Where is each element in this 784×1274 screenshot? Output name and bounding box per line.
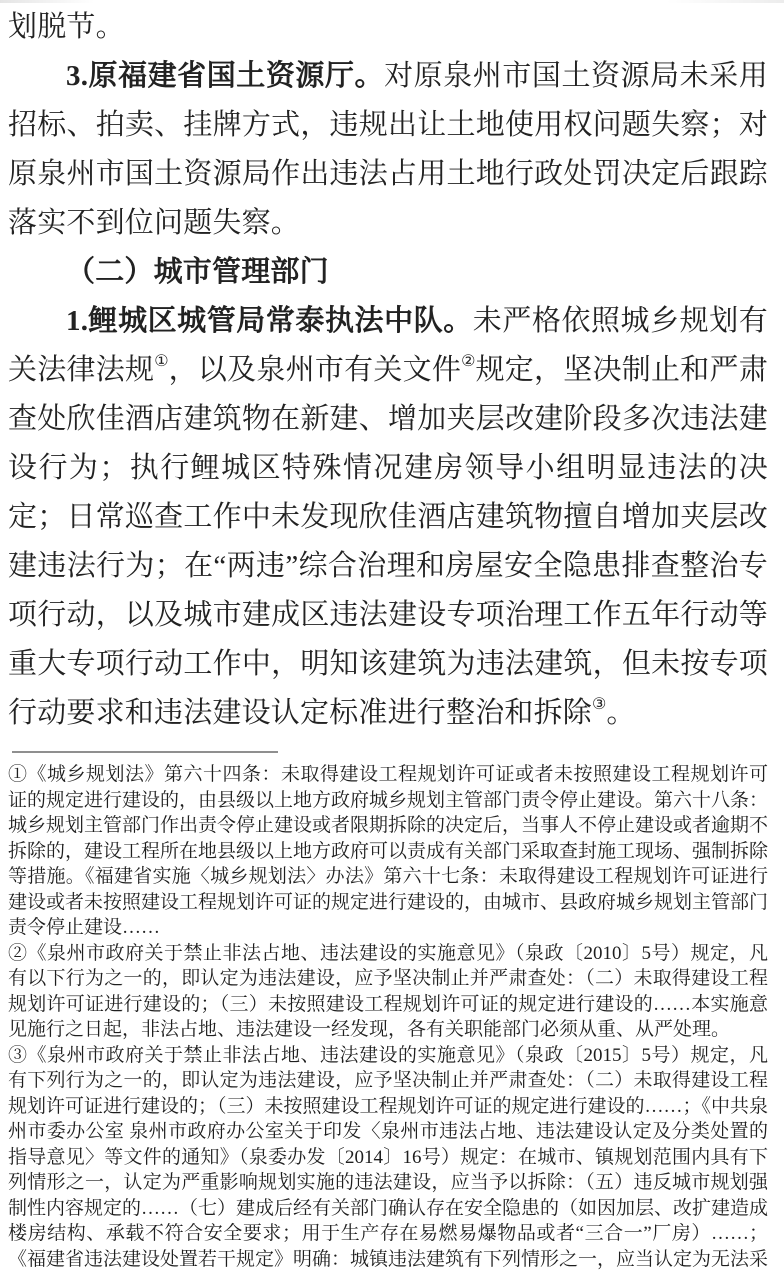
footnote-item-2 [8, 941, 768, 1043]
footnote-ref-mark: ① [154, 353, 169, 370]
footnote-marker: ① [8, 764, 28, 785]
body-text-segment: 。 [606, 697, 636, 729]
footnotes-section [8, 762, 768, 1272]
footnote-ref-mark: ② [461, 353, 476, 370]
paragraph-continuation [8, 3, 768, 52]
body-text-segment: 规定，坚决制止和严肃查处欣佳酒店建筑物在新建、增加夹层改建阶段多次违法建设行为；执行鲤城区特殊情况建房领导小组明显违法的决定；日常巡查工作中未发现欣佳酒店建筑物擅自增加夹层改建违法行为；在“两违”综合治理和房屋安全隐患排查整治专项行动，以及城市建成区违法建设专项治理工作五年行动等重大专项行动工作中，明知该建筑为违法建筑，但未按专项行动要求和违法建设认定标准进行整治和拆除 [8, 354, 769, 729]
body-text-segment: 对原泉州市国土资源局未采用招标、拍卖、挂牌方式，违规出让土地使用权问题失察；对原泉州市国土资源局作出违法占用土地行政处罚决定后跟踪落实不到位问题失察。 [8, 60, 768, 239]
footnote-item-3 [8, 1043, 768, 1273]
paragraph-item-1-licheng-enforcement [8, 297, 768, 738]
footnote-ref-mark: ③ [592, 696, 607, 713]
bold-lead-text: （二）城市管理部门 [66, 256, 329, 288]
paragraph-item-3-land-resources [8, 52, 768, 248]
bold-lead-text: 1.鲤城区城管局常泰执法中队。 [66, 305, 473, 337]
footnote-separator [12, 751, 278, 753]
footnote-text: 《泉州市政府关于禁止非法占地、违法建设的实施意见》（泉政〔2015〕5号）规定，凡有下列行为之一的，即认定为违法建设，应予坚决制止并严肃查处：（二）未取得建设工程规划许可证进行建设的；（三）未按照建设工程规划许可证的规定进行建设的……；《中共泉州市委办公室 泉州市政府办公室关于印发〈泉州市违法占地、违法建设认定及分类处置的指导意见〉等文件的通知》（泉委办发〔2014〕16号）规定：在城市、镇规划范围内具有下列情形之一，认定为严重影响规划实施的违法建设，应当予以拆除：（五）违反城市规划强制性内容规定的……（七）建成后经有关部门确认存在安全隐患的（如因加层、改扩建造成楼房结构、承载不符合安全要求；用于生产存在易燃易爆物品或者“三合一”厂房）……；《福建省违法建设处置若干规定》明确：城镇违法建筑有下列情形之一，应当认定为无法采 [8, 1044, 769, 1270]
body-text-segment: ，以及泉州市有关文件 [168, 354, 462, 386]
body-text-segment: 未严格依照城乡规划有关法律法规 [8, 305, 768, 386]
scan-edge-artifact [0, 0, 784, 3]
section-heading-2-city-management [8, 248, 768, 297]
footnote-marker: ③ [8, 1044, 28, 1066]
footnote-text: 《泉州市政府关于禁止非法占地、违法建设的实施意见》（泉政〔2010〕5号）规定，凡有以下行为之一的，即认定为违法建设，应予坚决制止并严肃查处：（二）未取得建设工程规划许可证进行建设的；（三）未按照建设工程规划许可证的规定进行建设的……本实施意见施行之日起，非法占地、违法建设一经发现，各有关职能部门必须从重、从严处理。 [8, 942, 768, 1040]
body-text-segment: 划脱节。 [8, 11, 125, 43]
footnote-marker: ② [8, 942, 28, 964]
bold-lead-text: 3.原福建省国土资源厅。 [66, 60, 385, 92]
footnote-item-1 [8, 762, 768, 941]
footnote-text: 《城乡规划法》第六十四条：未取得建设工程规划许可证或者未按照建设工程规划许可证的规定进行建设的，由县级以上地方政府城乡规划主管部门责令停止建设。第六十八条：城乡规划主管部门作出责令停止建设或者限期拆除的决定后，当事人不停止建设或者逾期不拆除的，建设工程所在地县级以上地方政府可以责成有关部门采取查封施工现场、强制拆除等措施。《福建省实施〈城乡规划法〉办法》第六十七条：未取得建设工程规划许可证进行建设或者未按照建设工程规划许可证的规定进行建设的，由城市、县政府城乡规划主管部门责令停止建设…… [8, 764, 769, 938]
document-body-text [8, 3, 768, 738]
